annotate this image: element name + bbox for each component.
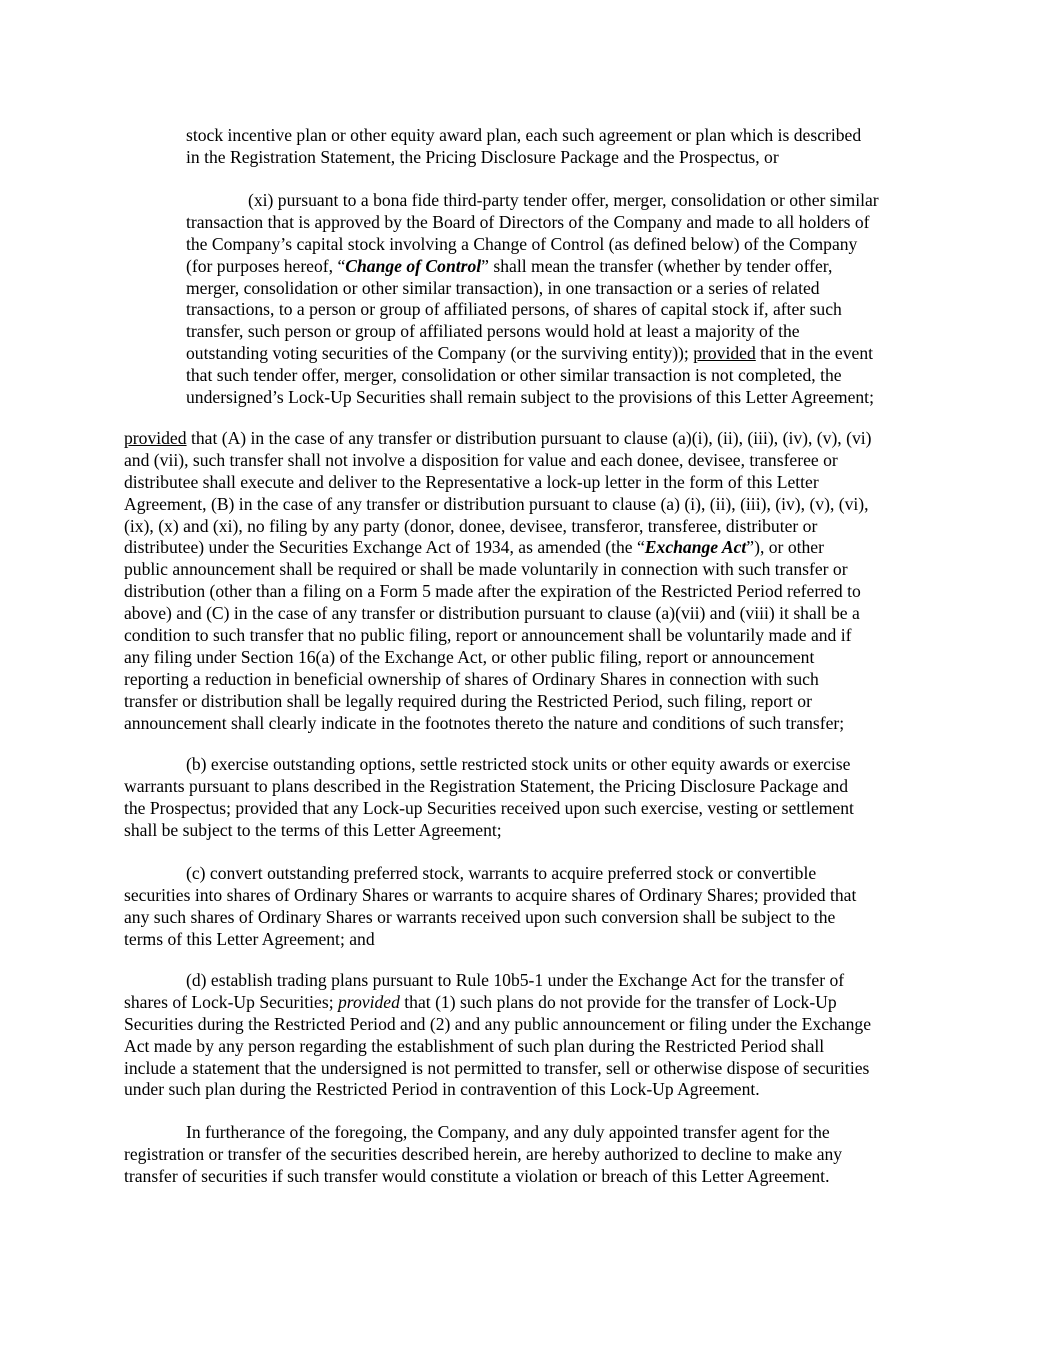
text-line (124, 929, 856, 951)
text-run: the Company’s capital stock involving a Change of Control (as defined below) of the Company (186, 233, 858, 254)
text-run: (ix), (x) and (xi), no filing by any party (donor, donee, devisee, transferor, transferee, distributer or (124, 515, 818, 536)
text-line (124, 1079, 871, 1101)
text-line (124, 1122, 842, 1144)
text-line (124, 647, 872, 669)
text-run: that (A) in the case of any transfer or distribution pursuant to clause (a)(i), (ii), (iii), (iv), (v), (vi) (186, 428, 872, 448)
text-run: (d) establish trading plans pursuant to Rule 10b5-1 under the Exchange Act for the transfer of (186, 970, 845, 990)
text-run: any such shares of Ordinary Shares or warrants received upon such conversion shall be subject to the (124, 906, 836, 927)
text-line (186, 212, 879, 234)
text-run: distributee) under the Securities Exchange Act of 1934, as amended (the “ (124, 537, 645, 558)
emphasized-text: provided (693, 343, 756, 364)
text-line (186, 343, 879, 365)
text-run: registration or transfer of the securities described herein, are hereby authorized to decline to make any (124, 1143, 843, 1164)
text-run: shall be subject to the terms of this Letter Agreement; (124, 819, 502, 840)
text-line (186, 278, 879, 300)
text-line (124, 754, 854, 776)
text-run: undersigned’s Lock-Up Securities shall remain subject to the provisions of this Letter Agreement; (186, 387, 874, 408)
text-run: distribution (other than a filing on a Form 5 made after the expiration of the Restricted Period referred to (124, 581, 861, 602)
text-line (124, 1014, 871, 1036)
text-line (124, 713, 872, 735)
text-line (186, 387, 879, 409)
text-run: warrants pursuant to plans described in the Registration Statement, the Pricing Disclosure Package and (124, 775, 849, 796)
text-run: that in the event (755, 343, 874, 364)
text-line (124, 603, 872, 625)
text-run: shares of Lock-Up Securities; (124, 991, 338, 1012)
text-run: outstanding voting securities of the Company (or the surviving entity)); (186, 343, 694, 364)
paragraph-proviso (124, 428, 872, 734)
text-run: that (1) such plans do not provide for the transfer of Lock-Up (399, 991, 837, 1012)
emphasized-text: provided (124, 428, 187, 448)
text-run: ” shall mean the transfer (whether by tender offer, (481, 255, 833, 276)
text-line (124, 970, 871, 992)
text-run: under such plan during the Restricted Period in contravention of this Lock-Up Agreement. (124, 1079, 760, 1100)
text-line (186, 299, 879, 321)
text-line (124, 450, 872, 472)
text-run: and (vii), such transfer shall not involve a disposition for value and each donee, devisee, transferee or (124, 449, 838, 470)
paragraph-clause-xi (186, 190, 879, 409)
text-line (186, 234, 879, 256)
text-line (124, 428, 872, 450)
text-line (124, 776, 854, 798)
text-line (124, 863, 856, 885)
text-line (124, 494, 872, 516)
text-line (124, 1166, 842, 1188)
paragraph-clause-d (124, 970, 871, 1101)
text-run: public announcement shall be required or shall be made voluntarily in connection with such transfer or (124, 559, 848, 580)
text-line (124, 820, 854, 842)
text-line (124, 1058, 871, 1080)
text-run: transfer of securities if such transfer would constitute a violation or breach of this Letter Agreement. (124, 1165, 830, 1186)
text-run: reporting a reduction in beneficial ownership of shares of Ordinary Shares in connection with such (124, 668, 819, 689)
text-line (124, 1036, 871, 1058)
text-line (124, 669, 872, 691)
text-line (186, 147, 861, 169)
text-line (186, 256, 879, 278)
text-run: securities into shares of Ordinary Shares or warrants to acquire shares of Ordinary Shares; provided that (124, 884, 857, 905)
text-run: transfer or distribution shall be legally required during the Restricted Period, such filing, report or (124, 690, 812, 711)
text-line (186, 190, 879, 212)
text-line (186, 365, 879, 387)
emphasized-text: Change of Control (345, 255, 482, 276)
paragraph-clause-c (124, 863, 856, 951)
text-run: (xi) pursuant to a bona fide third-party tender offer, merger, consolidation or other similar (248, 190, 879, 210)
text-run: In furtherance of the foregoing, the Company, and any duly appointed transfer agent for the (186, 1122, 830, 1142)
text-run: (b) exercise outstanding options, settle restricted stock units or other equity awards or exercise (186, 754, 851, 774)
text-run: Agreement, (B) in the case of any transfer or distribution pursuant to clause (a) (i), (ii), (iii), (iv), (v), (vi), (124, 493, 869, 514)
text-line (124, 1144, 842, 1166)
text-run: stock incentive plan or other equity award plan, each such agreement or plan which is described (186, 125, 862, 145)
text-line (124, 625, 872, 647)
text-line (124, 559, 872, 581)
text-run: that such tender offer, merger, consolidation or other similar transaction is not completed, the (186, 365, 842, 386)
text-line (124, 516, 872, 538)
text-line (124, 581, 872, 603)
text-run: above) and (C) in the case of any transfer or distribution pursuant to clause (a)(vii) and (viii) it shall be a (124, 603, 860, 624)
text-run: condition to such transfer that no public filing, report or announcement shall be voluntarily made and if (124, 625, 852, 646)
text-run: transactions, to a person or group of affiliated persons, of shares of capital stock if, after such (186, 299, 842, 320)
text-run: terms of this Letter Agreement; and (124, 928, 375, 949)
text-run: (c) convert outstanding preferred stock, warrants to acquire preferred stock or convertible (186, 863, 817, 883)
text-run: any filing under Section 16(a) of the Exchange Act, or other public filing, report or announcement (124, 646, 815, 667)
text-run: Securities during the Restricted Period and (2) and any public announcement or filing under the Exchange (124, 1013, 872, 1034)
text-line (124, 885, 856, 907)
text-run: Act made by any person regarding the establishment of such plan during the Restricted Period shall (124, 1035, 825, 1056)
text-run: (for purposes hereof, “ (186, 255, 346, 276)
text-run: include a statement that the undersigned is not permitted to transfer, sell or otherwise dispose of securities (124, 1057, 870, 1078)
text-run: transfer, such person or group of affiliated persons would hold at least a majority of the (186, 321, 800, 342)
text-line (124, 992, 871, 1014)
paragraph-continuation (186, 125, 861, 169)
text-line (124, 537, 872, 559)
text-run: announcement shall clearly indicate in the footnotes thereto the nature and conditions of such transfer; (124, 712, 845, 733)
text-run: the Prospectus; provided that any Lock-up Securities received upon such exercise, vesting or settlement (124, 797, 854, 818)
emphasized-text: provided (338, 991, 400, 1012)
emphasized-text: Exchange Act (644, 537, 747, 558)
text-line (124, 798, 854, 820)
text-line (124, 907, 856, 929)
paragraph-clause-b (124, 754, 854, 842)
text-line (186, 125, 861, 147)
text-run: ”), or other (746, 537, 824, 558)
text-line (124, 472, 872, 494)
text-line (124, 691, 872, 713)
text-run: distributee shall execute and deliver to the Representative a lock-up letter in the form of this Letter (124, 471, 819, 492)
paragraph-furtherance (124, 1122, 842, 1188)
text-run: transaction that is approved by the Board of Directors of the Company and made to all holders of (186, 211, 870, 232)
text-run: in the Registration Statement, the Pricing Disclosure Package and the Prospectus, or (186, 146, 779, 167)
text-run: merger, consolidation or other similar transaction), in one transaction or a series of related (186, 277, 820, 298)
text-line (186, 321, 879, 343)
